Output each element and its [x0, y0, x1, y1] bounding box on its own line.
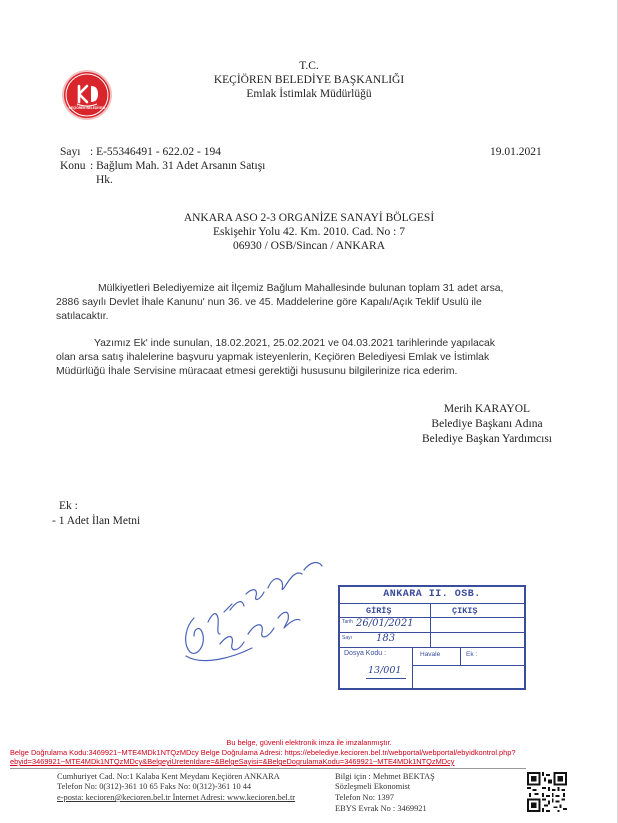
signer-title1: Belediye Başkanı Adına: [431, 418, 543, 430]
stamp-title: ANKARA II. OSB.: [383, 589, 481, 600]
stamp-dosya-value: 13/001: [368, 665, 402, 676]
sayi-value: : E-55346491 - 622.02 - 194: [90, 146, 221, 158]
info-contact: Bilgi için : Mehmet BEKTAŞ: [335, 772, 435, 781]
verification-line2[interactable]: ebyid=3469921~MTE4MDk1NTQzMDcy&BelgeyiUretenIdare=&BelgeSayisi=&BelgeDogrulamaKodu=3469921~MTE4MDk1NTQzMDcy: [10, 757, 455, 766]
signer-title2: Belediye Başkan Yardımcısı: [422, 433, 552, 445]
recipient-address-line2: 06930 / OSB/Sincan / ANKARA: [232, 240, 386, 252]
body-paragraph2-line3: Müdürlüğü İhale Servisine müracaat etmesi gerektiği hususunu bilgilerinize rica ederim.: [56, 366, 458, 377]
body-paragraph1-line2: 2886 sayılı Devlet İhale Kanunu' nun 36. ve 45. Maddelerine göre Kapalı/Açık Teklif Usulü ile: [56, 297, 482, 308]
konu-value-cont: Hk.: [96, 174, 113, 186]
konu-value: : Bağlum Mah. 31 Adet Arsanın Satışı: [90, 160, 266, 172]
body-paragraph2-line1: Yazımız Ek' inde sunulan, 18.02.2021, 25.02.2021 ve 04.03.2021 tarihlerinde yapılacak: [94, 338, 495, 349]
body-paragraph1-line1: Mülkiyetleri Belediyemize ait İlçemiz Bağlum Mahallesinde bulunan toplam 31 adet arsa,: [98, 283, 504, 294]
stamp-ek-label: Ek :: [466, 651, 478, 658]
stamp-havale-label: Havale: [420, 651, 441, 658]
e-signature-note: Bu belge, güvenli elektronik imza ile imzalanmıştır.: [226, 738, 392, 747]
header-department: Emlak İstimlak Müdürlüğü: [246, 88, 372, 100]
stamp-giris-label: GİRİŞ: [366, 606, 392, 616]
recipient-address-line1: Eskişehir Yolu 42. Km. 2010. Cad. No : 7: [213, 226, 405, 238]
footer-divider: [10, 768, 526, 769]
stamp-number: 183: [376, 633, 396, 644]
qr-code-icon: [527, 772, 567, 812]
stamp-sayi-label: Sayı: [342, 635, 353, 641]
header-institution: KEÇİÖREN BELEDİYE BAŞKANLIĞI: [213, 74, 405, 86]
handwritten-note: [172, 548, 332, 678]
sayi-label: Sayı: [60, 146, 81, 158]
registration-stamp: [338, 585, 526, 690]
recipient-name: ANKARA ASO 2-3 ORGANİZE SANAYİ BÖLGESİ: [183, 212, 435, 224]
verification-line1[interactable]: Belge Doğrulama Kodu:3469921~MTE4MDk1NTQzMDcy Belge Doğrulama Adresi: https://ebelediye.kecioren.bel.tr/webportal/webportal/ebyidkontrol.php?: [10, 748, 516, 757]
stamp-date: 26/01/2021: [356, 618, 414, 629]
attachment-item: - 1 Adet İlan Metni: [52, 515, 141, 527]
document-date: 19.01.2021: [490, 146, 542, 158]
signer-name: Merih KARAYOL: [443, 403, 531, 415]
attachments-label: Ek :: [59, 500, 78, 512]
logo-text: KEÇİÖREN BELEDİYESİ: [68, 106, 106, 110]
ebys-number: EBYS Evrak No : 3469921: [335, 804, 427, 813]
stamp-dosya-label: Dosya Kodu :: [344, 650, 387, 657]
stamp-tarih-label: Tarih: [342, 619, 353, 625]
body-paragraph2-line2: olan arsa satış ihalelerine başvuru yapmak isteyenlerin, Keçiören Belediyesi Emlak ve İstimlak: [56, 352, 490, 363]
footer-email[interactable]: e-posta: kecioren@kecioren.bel.tr İnternet Adresi: www.kecioren.bel.tr: [57, 793, 296, 802]
info-role: Sözleşmeli Ekonomist: [335, 782, 411, 791]
header-tc: T.C.: [299, 60, 319, 72]
body-paragraph1-line3: satılacaktır.: [56, 311, 109, 322]
info-phone: Telefon No: 1397: [335, 793, 394, 802]
footer-phone: Telefon No: 0(312)-361 10 65 Faks No: 0(312)-361 10 44: [57, 782, 252, 791]
footer-address: Cumhuriyet Cad. No:1 Kalaba Kent Meydanı Keçiören ANKARA: [57, 772, 280, 781]
stamp-cikis-label: ÇIKIŞ: [452, 606, 478, 616]
konu-label: Konu: [60, 160, 86, 172]
